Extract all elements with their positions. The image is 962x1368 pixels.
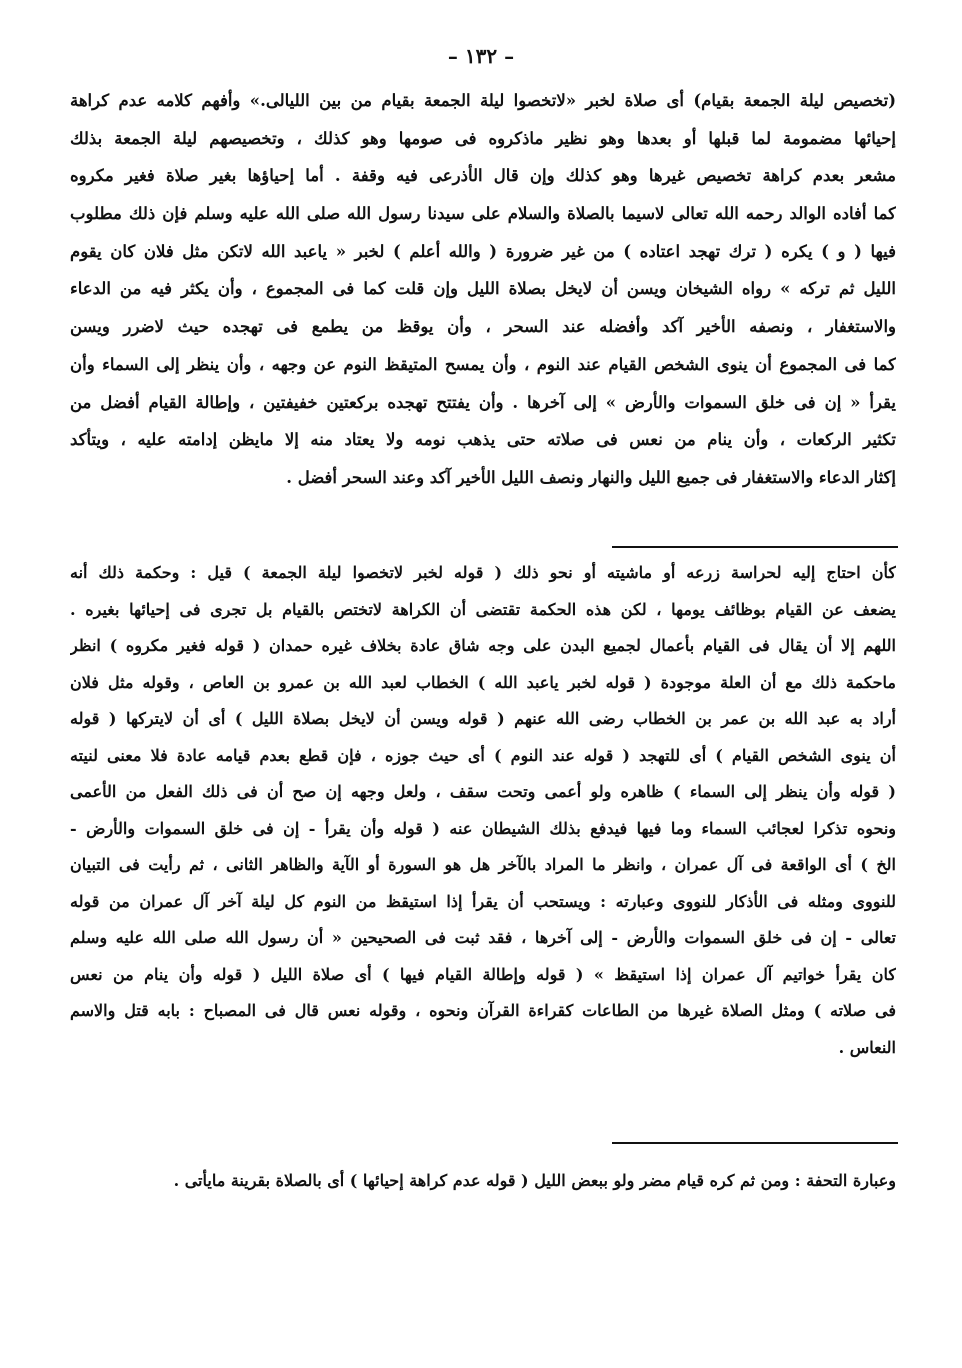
commentary-line: فى صلاته ) ومثل الصلاة غيرها من الطاعات كقراءة القرآن ونحوه ، وقوله نعس قال فى المصباح : بابه قتل والاسم: [70, 1001, 896, 1020]
commentary-line: النعاس .: [838, 1037, 896, 1057]
main-text-line: تكثير الركعات ، وأن ينام من نعس فى صلاته حتى يذهب نومه ولا يعتاد منه إلا مايظن إدامته عليه ، ويتأكد: [70, 430, 896, 450]
main-text-line: يقرأ « إن فى خلق السموات والأرض » إلى آخرها . وأن يفتتح تهجده بركعتين خفيفتين ، وإطالة القيام أفضل من: [70, 392, 896, 412]
main-text: [70, 82, 896, 497]
commentary-line: اللهم إلا أن يقال فى القيام بأعمال لجميع البدن على وجه شاق عادة بخلاف غيره حمدان ( قوله فغير مكروه ) انظر: [70, 636, 896, 655]
main-text-line: كما أفاده الوالد رحمه الله تعالى لاسيما بالصلاة والسلام على سيدنا رسول الله صلى الله عليه وسلم فإن ذلك مطلوب: [70, 204, 896, 224]
page-number: – ١٣٢ –: [447, 44, 515, 68]
commentary-line: أراد به عبد الله بن عمر بن الخطاب رضى الله عنهم ( قوله ويسن أن لايخل بصلاة الليل ) أى أن لايتركها ( قوله: [70, 709, 896, 728]
main-text-line: إكثار الدعاء والاستغفار فى جميع الليل والنهار ونصف الليل الأخير آكد وعند السحر أفضل .: [286, 467, 896, 487]
main-text-line: (تخصيص ليلة الجمعة بقيام) أى صلاة لخبر «لاتخصوا ليلة الجمعة بقيام من بين الليالى.» وأفهم كلامه عدم كراهة: [70, 91, 896, 110]
main-text-line: إحيائها مضمومة لما قبلها أو بعدها وهو نظير ماذكروه فى صومها وهو كذلك ، وتخصيصهم ليلة الجمعة بذلك: [70, 128, 896, 148]
commentary-line: كأن احتاج إليه لحراسة زرعه أو ماشيته أو نحو ذلك ( قوله لخبر لاتخصوا ليلة الجمعة ) قيل : وحكمة ذلك أنه: [70, 563, 896, 582]
main-text-line: مشعر بعدم كراهة تخصيص غيرها وهو كذلك وإن قال الأذرعى فيه وقفة . أما إحياؤها بغير صلاة فغير مكروه: [70, 166, 896, 186]
commentary-line: ماحكمة ذلك مع أن العلة موجودة ( قوله لخبر ياعبد الله ) الخطاب لعبد الله بن عمرو بن العاص ، وقوله مثل فلان: [70, 672, 896, 692]
footnote-text: [70, 1163, 896, 1199]
commentary-line: كان يقرأ خواتيم آل عمران إذا استيقظ » ( قوله وإطالة القيام فيها ) أى صلاة الليل ( قوله وأن ينام من نعس: [70, 964, 896, 984]
footnote-line: وعبارة التحفة : ومن ثم كره قيام مضر ولو ببعض الليل ( قوله عدم كراهة إحيائها ) أى بالصلاة بقرينة مايأتى .: [173, 1171, 896, 1190]
section-divider: [612, 1142, 898, 1144]
main-text-line: كما فى المجموع أن ينوى الشخص القيام عند النوم ، وأن يمسح المتيقظ النوم عن وجهه ، وأن ينظر إلى السماء وأن: [70, 354, 896, 374]
main-text-line: الليل ثم تركه » رواه الشيخان ويسن أن لايخل بصلاة الليل وإن قلت كما فى المجموع ، وأن يكثر فيه من الدعاء: [70, 279, 896, 299]
commentary-line: الخ ) أى الواقعة فى آل عمران ، وانظر ما المراد بالآخر هل هو السورة أو الآية والظاهر الثانى ، ثم رأيت فى التبيان: [70, 855, 896, 874]
main-text-line: فيها ( و ) يكره ( ترك تهجد اعتاده ) من غير ضرورة ( والله أعلم ) لخبر « ياعبد الله لاتكن مثل فلان كان يقوم: [70, 241, 896, 261]
commentary-text: [70, 555, 896, 1066]
commentary-line: ونحوه تذكرا لعجائب السماء وما فيها فيدفع بذلك الشيطان عنه ( قوله وأن يقرأ - إن فى خلق السموات والأرض -: [70, 818, 896, 838]
commentary-line: أن ينوى الشخص القيام ) أى للتهجد ( قوله عند النوم ) أى حيث جوزه ، فإن قطع بعدم قيامه عادة فلا معنى لنيته: [70, 745, 896, 765]
commentary-line: للنووى ومثله فى الأذكار للنووى وعبارته : ويستحب أن يقرأ إذا استيقظ من النوم كل ليلة آخر آل عمران من قوله: [70, 891, 896, 911]
section-divider: [612, 546, 898, 548]
main-text-line: والاستغفار ، ونصفه الأخير آكد وأفضله عند السحر ، وأن يوقظ من يطمع فى تهجده حيث لاضرر ويسن: [70, 317, 896, 337]
commentary-line: ( قوله وأن ينظر إلى السماء ) ظاهره ولو أعمى وتحت سقف ، ولعل وجهه إن صح أن فى ذلك الفعل من الأعمى: [70, 782, 896, 801]
commentary-line: يضعف عن القيام بوظائف يومها ، لكن هذه الحكمة تقتضى أن الكراهة لاتختص بالقيام بل تجرى فى إحيائها بغيره .: [70, 599, 896, 619]
commentary-line: تعالى - إن فى خلق السموات والأرض - إلى آخرها ، فقد ثبت فى الصحيحين « أن رسول الله صلى الله عليه وسلم: [70, 928, 896, 947]
